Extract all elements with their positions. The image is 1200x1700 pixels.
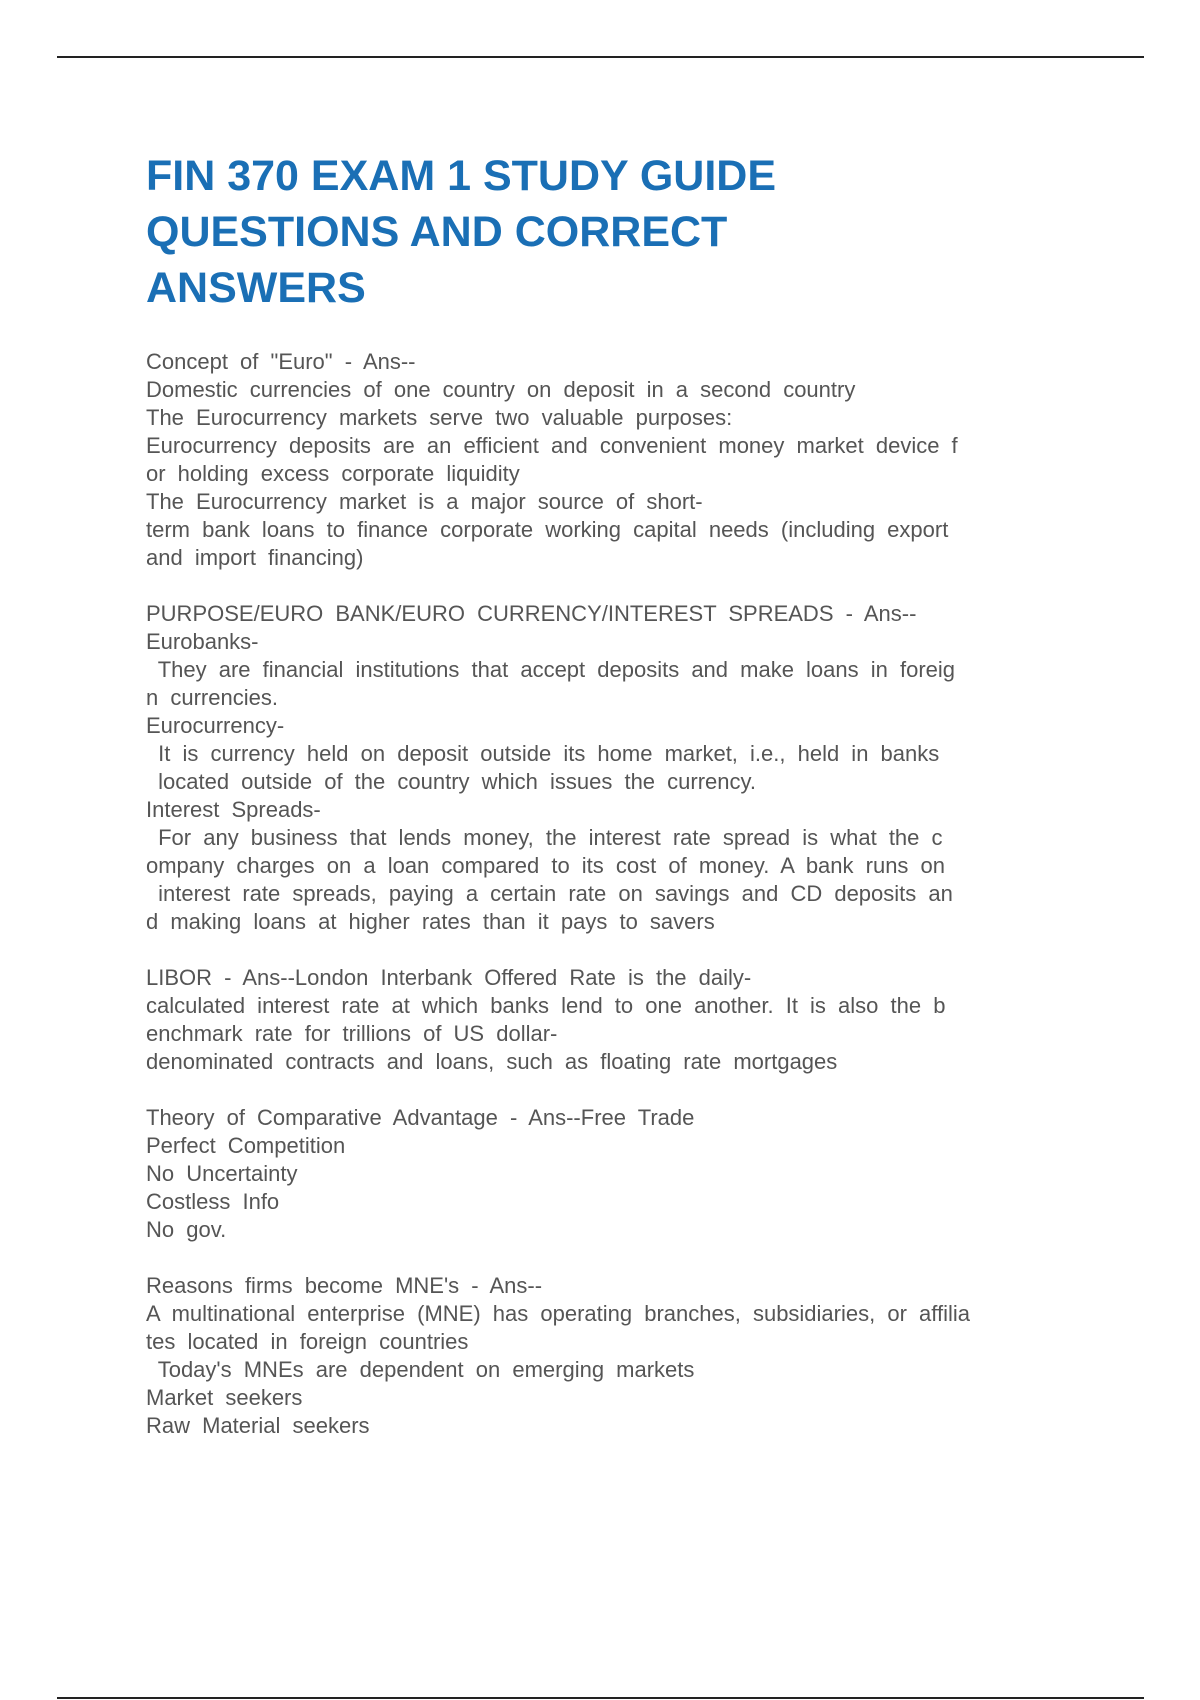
qa-block — [146, 964, 1086, 1076]
qa-text-line: d making loans at higher rates than it pays to savers — [146, 909, 715, 934]
qa-block — [146, 1104, 1086, 1244]
qa-text-line: LIBOR - Ans--London Interbank Offered Rate is the daily- — [146, 965, 752, 990]
qa-block — [146, 1272, 1086, 1440]
qa-text-line: Costless Info — [146, 1189, 280, 1214]
qa-text-line: No gov. — [146, 1217, 227, 1242]
qa-text-line: Market seekers — [146, 1385, 303, 1410]
qa-text-line: A multinational enterprise (MNE) has operating branches, subsidiaries, or affilia — [146, 1301, 970, 1326]
qa-block — [146, 600, 1086, 936]
qa-text-line: The Eurocurrency market is a major source of short- — [146, 489, 703, 514]
qa-text-line: term bank loans to finance corporate working capital needs (including export — [146, 517, 949, 542]
qa-text-line: interest rate spreads, paying a certain rate on savings and CD deposits an — [146, 881, 953, 906]
document-title — [146, 148, 1086, 316]
qa-text-line: and import financing) — [146, 545, 364, 570]
title-line: ANSWERS — [146, 264, 366, 312]
qa-text-line: For any business that lends money, the interest rate spread is what the c — [146, 825, 943, 850]
qa-text-line: Interest Spreads- — [146, 797, 321, 822]
document-body — [146, 148, 1086, 1468]
qa-text-line: Reasons firms become MNE's - Ans-- — [146, 1273, 543, 1298]
qa-text-line: Concept of "Euro" - Ans-- — [146, 349, 416, 374]
qa-text-line: They are financial institutions that accept deposits and make loans in foreig — [146, 657, 956, 682]
qa-block — [146, 348, 1086, 572]
footer-rule — [57, 1697, 1144, 1699]
qa-text-line: PURPOSE/EURO BANK/EURO CURRENCY/INTEREST SPREADS - Ans-- — [146, 601, 917, 626]
qa-text-line: Eurocurrency- — [146, 713, 285, 738]
qa-text-line: n currencies. — [146, 685, 278, 710]
qa-text-line: Perfect Competition — [146, 1133, 346, 1158]
qa-text-line: The Eurocurrency markets serve two valuable purposes: — [146, 405, 733, 430]
qa-text-line: Today's MNEs are dependent on emerging markets — [146, 1357, 695, 1382]
qa-text-line: or holding excess corporate liquidity — [146, 461, 520, 486]
qa-text-line: calculated interest rate at which banks lend to one another. It is also the b — [146, 993, 946, 1018]
qa-list — [146, 348, 1086, 1440]
qa-text-line: Theory of Comparative Advantage - Ans--Free Trade — [146, 1105, 695, 1130]
qa-text-line: located outside of the country which issues the currency. — [146, 769, 756, 794]
qa-text-line: It is currency held on deposit outside its home market, i.e., held in banks — [146, 741, 940, 766]
qa-text-line: Eurobanks- — [146, 629, 259, 654]
qa-text-line: No Uncertainty — [146, 1161, 298, 1186]
qa-text-line: ompany charges on a loan compared to its cost of money. A bank runs on — [146, 853, 946, 878]
title-line: FIN 370 EXAM 1 STUDY GUIDE — [146, 152, 777, 200]
qa-text-line: Raw Material seekers — [146, 1413, 370, 1438]
qa-text-line: denominated contracts and loans, such as floating rate mortgages — [146, 1049, 838, 1074]
qa-text-line: enchmark rate for trillions of US dollar- — [146, 1021, 558, 1046]
header-rule — [57, 56, 1144, 58]
qa-text-line: Eurocurrency deposits are an efficient and convenient money market device f — [146, 433, 958, 458]
qa-text-line: Domestic currencies of one country on deposit in a second country — [146, 377, 856, 402]
qa-text-line: tes located in foreign countries — [146, 1329, 469, 1354]
title-line: QUESTIONS AND CORRECT — [146, 208, 728, 256]
